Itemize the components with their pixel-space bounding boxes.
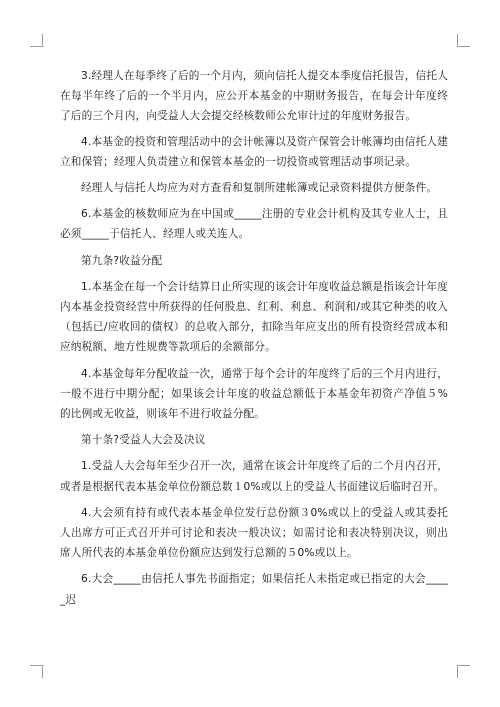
paragraph-access: 经理人与信托人均应为对方查看和复制所建帐簿或记录资料提供方便条件。 [81,182,438,195]
paragraph-distribution: 4.本基金每年分配收益一次，通常于每个会计的年度终了后的三个月内进行，一般不进行中期分配；如果该会计年度的收益总额低于本基金年初资产净值５%的比例或无收益，则该年不进行收益分配。 [60,367,448,421]
crop-mark-bottom-right [457,665,470,678]
paragraph-accounts: 4.本基金的投资和管理活动中的会计帐簿以及资产保管会计帐簿均由信托人建立和保管；经理人负责建立和保管本基金的一切投资或管理活动事项记录。 [60,135,448,168]
document-body [60,66,448,610]
paragraph-meeting-chair: 6.大会_____由信托人事先书面指定；如果信托人未指定或已指定的大会_____迟 [60,573,448,606]
crop-mark-top-left [30,34,43,47]
paragraph-auditor: 6.本基金的核数师应为在中国或_____注册的专业会计机构及其专业人士，且必须_____于信托人、经理人或关连人。 [60,208,448,241]
paragraph-quorum: 4.大会须有持有或代表本基金单位发行总份额３0%或以上的受益人或其委托人出席方可正式召开并可讨论和表决一般决议；如需讨论和表决特别决议，则出席人所代表的本基金单位份额应达到发行总额的５0%或以上。 [60,506,448,560]
paragraph-meeting-frequency: 1.受益人大会每年至少召开一次，通常在该会计年度终了后的二个月内召开，或者是根据代表本基金单位份额总数１0%或以上的受益人书面建议后临时召开。 [60,460,448,493]
paragraph-income-total: 1.本基金在每一个会计结算日止所实现的该会计年度收益总额是指该会计年度内本基金投资经营中所获得的任何股息、红利、利息、利润和/或其它种类的收入（包括已/应收回的债权）的总收入部分，扣除当年应支出的所有投资经营成本和应纳税额、地方性规费等款项后的余额部分。 [60,280,448,354]
crop-mark-bottom-left [30,665,43,678]
crop-mark-top-right [457,34,470,47]
section-heading-beneficiary-meeting: 第十条?受益人大会及决议 [81,434,206,447]
section-heading-income-distribution: 第九条?收益分配 [81,254,163,267]
paragraph-reporting: 3.经理人在每季终了后的一个月内，须向信托人提交本季度信托报告，信托人在每半年终了后的一个半月内，应公开本基金的中期财务报告，在每会计年度终了后的三个月内，向受益人大会提交经核数师公允审计过的年度财务报告。 [60,70,448,123]
